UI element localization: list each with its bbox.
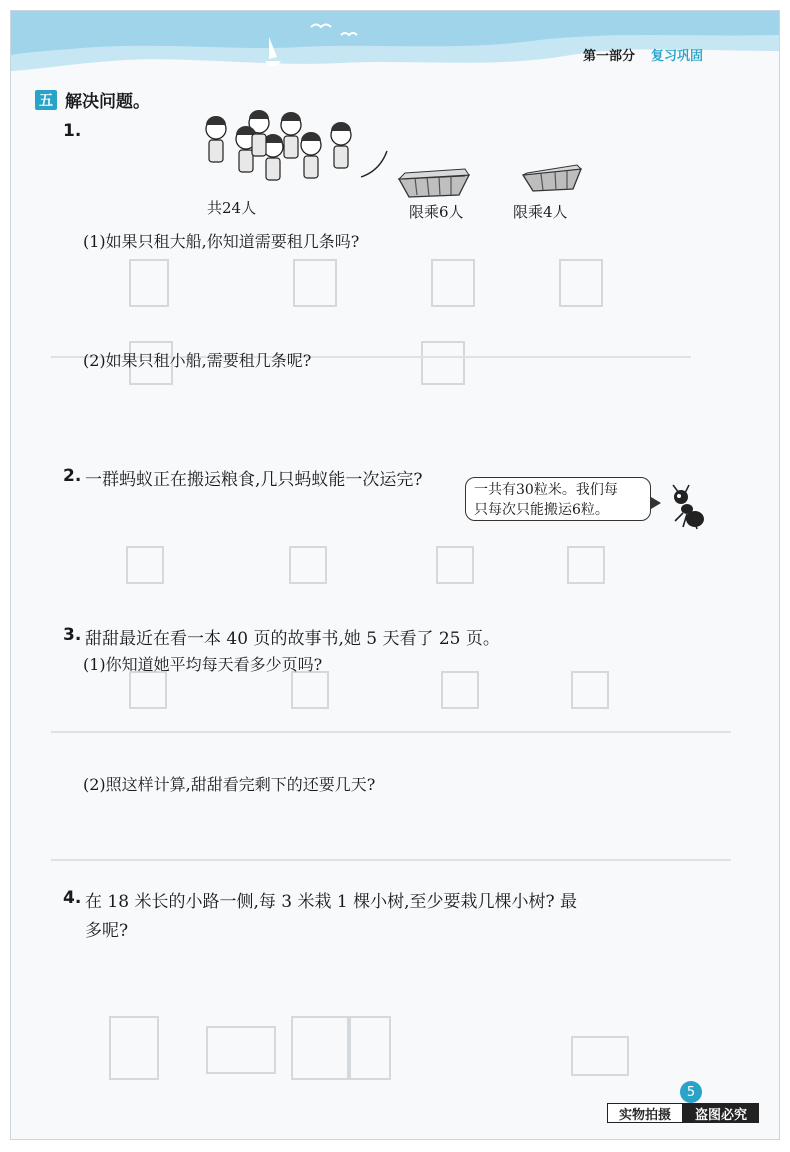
question-1-part-1: (1)如果只租大船,你知道需要租几条吗?: [83, 232, 360, 251]
big-boat-illustration: [395, 161, 473, 201]
section-heading: [35, 87, 150, 112]
question-4-line-1: 在 18 米长的小路一侧,每 3 米栽 1 棵小树,至少要栽几棵小树? 最: [85, 892, 578, 912]
ant-speech-bubble: [465, 477, 651, 521]
small-boat-caption: 限乘4人: [513, 203, 568, 221]
bubble-line-1: 一共有30粒米。我们每: [474, 482, 618, 498]
big-boat-caption: 限乘6人: [409, 203, 464, 221]
stamp-photo-label: 实物拍摄: [607, 1103, 683, 1123]
stamp-copyright-label: 盗图必究: [683, 1103, 759, 1123]
small-boat-illustration: [521, 159, 583, 195]
question-3-number: 3.: [63, 625, 82, 645]
header-part-label: 第一部分: [583, 49, 636, 64]
people-total-caption: 共24人: [207, 199, 257, 217]
question-4-line-2: 多呢?: [85, 921, 129, 941]
page-number: 5: [680, 1081, 702, 1103]
question-3-part-2: (2)照这样计算,甜甜看完剩下的还要几天?: [83, 775, 376, 794]
ant-icon: [665, 483, 707, 531]
children-group-illustration: [191, 107, 391, 197]
question-2-text: 一群蚂蚁正在搬运粮食,几只蚂蚁能一次运完?: [85, 470, 423, 490]
question-3-part-1: (1)你知道她平均每天看多少页吗?: [83, 655, 323, 674]
question-3-text: 甜甜最近在看一本 40 页的故事书,她 5 天看了 25 页。: [85, 629, 500, 649]
header-topic-label: 复习巩固: [651, 49, 704, 64]
question-4-number: 4.: [63, 888, 82, 908]
workbook-page: [10, 10, 780, 1140]
bubble-tail: [651, 497, 661, 509]
question-1-part-2: (2)如果只租小船,需要租几条呢?: [83, 351, 312, 370]
question-1-number: 1.: [63, 121, 82, 141]
bubble-line-2: 只每次只能搬运6粒。: [474, 502, 609, 518]
section-title: 解决问题。: [65, 92, 150, 112]
question-2-number: 2.: [63, 466, 82, 486]
section-badge: 五: [35, 90, 57, 110]
